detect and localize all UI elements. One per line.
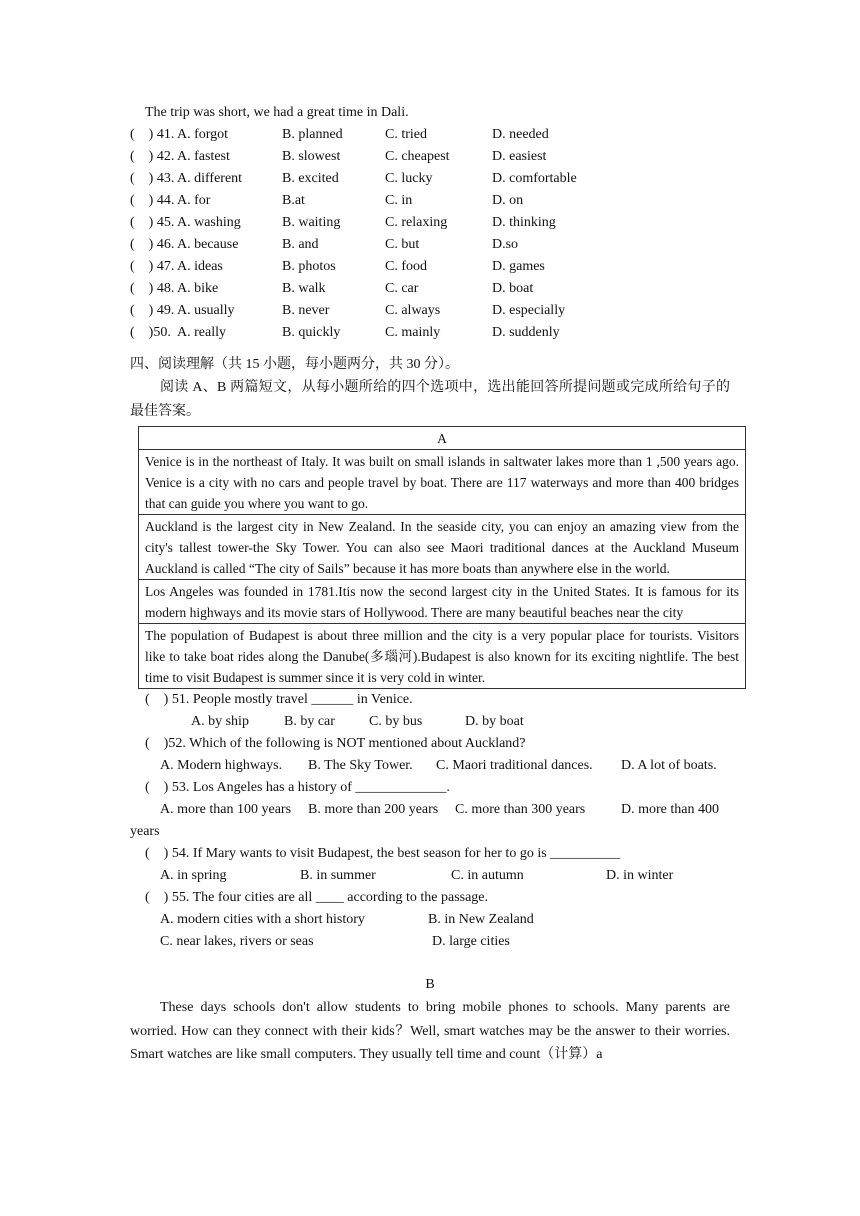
cloze-option-b: B. and (282, 237, 319, 252)
passage-a-label: A (139, 427, 746, 450)
question-51-stem: ( ) 51. People mostly travel ______ in Venice. (145, 692, 413, 707)
cloze-option-b: B. excited (282, 171, 339, 186)
reading-heading: 四、阅读理解（共 15 小题，每小题两分，共 30 分）。 (130, 357, 459, 372)
cloze-option-a: A. for (177, 193, 211, 208)
reading-instructions: 阅读 A、B 两篇短文，从每小题所给的四个选项中，选出能回答所提问题或完成所给句子的最佳答案。 (130, 380, 730, 419)
cloze-question-number: ( ) 45. (130, 215, 175, 230)
cloze-option-b: B. walk (282, 281, 326, 296)
cloze-question-row (130, 300, 730, 322)
cloze-option-d: D. needed (492, 127, 549, 142)
question-52-stem: ( )52. Which of the following is NOT mentioned about Auckland? (145, 736, 526, 751)
cloze-option-a: A. bike (177, 281, 219, 296)
cloze-option-d: D. games (492, 259, 545, 274)
cloze-option-a: A. forgot (177, 127, 229, 142)
question-54-option-d: D. in winter (606, 868, 674, 883)
question-53-option-a: A. more than 100 years (160, 802, 292, 817)
cloze-option-d: D. especially (492, 303, 566, 318)
question-55-options-row2 (130, 931, 730, 953)
question-52-option-a: A. Modern highways. (160, 758, 283, 773)
cloze-question-number: ( ) 49. (130, 303, 175, 318)
cloze-question-number: ( )50. (130, 325, 171, 340)
question-53-stem: ( ) 53. Los Angeles has a history of _____________. (145, 780, 450, 795)
question-51-option-c: C. by bus (369, 714, 423, 729)
cloze-option-c: C. in (385, 193, 413, 208)
question-55-option-b: B. in New Zealand (428, 912, 534, 927)
question-54-option-b: B. in summer (300, 868, 376, 883)
question-52-option-c: C. Maori traditional dances. (436, 758, 593, 773)
question-52-option-b: B. The Sky Tower. (308, 758, 413, 773)
cloze-question-number: ( ) 43. (130, 171, 175, 186)
cloze-option-c: C. mainly (385, 325, 441, 340)
cloze-question-row (130, 168, 730, 190)
cloze-option-d: D.so (492, 237, 519, 252)
cloze-option-c: C. cheapest (385, 149, 450, 164)
cloze-option-d: D. boat (492, 281, 534, 296)
passage-b-label: B (425, 977, 435, 992)
question-53-option-d: D. more than 400 (621, 802, 719, 817)
cloze-option-c: C. tried (385, 127, 427, 142)
cloze-question-number: ( ) 42. (130, 149, 175, 164)
cloze-option-b: B. slowest (282, 149, 341, 164)
cloze-question-row (130, 146, 730, 168)
cloze-option-c: C. food (385, 259, 427, 274)
question-52-options (130, 755, 730, 777)
question-51-option-b: B. by car (284, 714, 335, 729)
cloze-question-row (130, 190, 730, 212)
cloze-option-d: D. comfortable (492, 171, 577, 186)
cloze-option-c: C. always (385, 303, 441, 318)
cloze-option-b: B. quickly (282, 325, 341, 340)
cloze-question-row (130, 212, 730, 234)
question-55-stem: ( ) 55. The four cities are all ____ according to the passage. (145, 890, 489, 905)
cloze-option-c: C. but (385, 237, 420, 252)
cloze-option-c: C. lucky (385, 171, 433, 186)
question-55-option-a: A. modern cities with a short history (160, 912, 365, 927)
cloze-question-row (130, 234, 730, 256)
question-51-option-a: A. by ship (191, 714, 249, 729)
question-55-option-c: C. near lakes, rivers or seas (160, 934, 314, 949)
question-55-option-d: D. large cities (432, 934, 510, 949)
question-53-option-b: B. more than 200 years (308, 802, 439, 817)
cloze-question-number: ( ) 44. (130, 193, 175, 208)
cloze-question-row (130, 256, 730, 278)
passage-a-budapest: The population of Budapest is about three million and the city is a very popular place for tourists. Visitors like to take boat rides along the Danube(多瑙河).Budapest is also known for its exciting nightlife. The best time to visit Budapest is summer since it is very cold in winter. (139, 624, 746, 689)
cloze-option-a: A. because (177, 237, 239, 252)
passage-a-table (138, 426, 746, 689)
cloze-question-number: ( ) 48. (130, 281, 175, 296)
cloze-option-a: A. usually (177, 303, 235, 318)
cloze-question-row (130, 278, 730, 300)
question-51-option-d: D. by boat (465, 714, 524, 729)
passage-a-auckland: Auckland is the largest city in New Zealand. In the seaside city, you can enjoy an amazing view from the city's tallest tower-the Sky Tower. You can also see Maori traditional dances at the Auckland Museum Auckland is called “The city of Sails” because it has more boats than anywhere else in the world. (139, 515, 746, 580)
question-54-option-a: A. in spring (160, 868, 227, 883)
cloze-option-c: C. car (385, 281, 419, 296)
cloze-option-b: B.at (282, 193, 305, 208)
cloze-option-c: C. relaxing (385, 215, 448, 230)
question-51-options (130, 711, 730, 733)
question-54-stem: ( ) 54. If Mary wants to visit Budapest, the best season for her to go is __________ (145, 846, 621, 861)
cloze-option-a: A. washing (177, 215, 241, 230)
cloze-option-a: A. really (177, 325, 226, 340)
cloze-question-number: ( ) 41. (130, 127, 175, 142)
cloze-question-list (130, 124, 730, 344)
exam-page (130, 102, 739, 1067)
passage-a-venice: Venice is in the northeast of Italy. It was built on small islands in saltwater lakes more than 1 ,500 years ago. Venice is a city with no cars and people travel by boat. There are 117 waterways and more than 400 bridges that can guide you where you want to go. (139, 450, 746, 515)
question-54-options (130, 865, 730, 887)
cloze-option-d: D. easiest (492, 149, 547, 164)
cloze-option-a: A. different (177, 171, 243, 186)
cloze-option-b: B. planned (282, 127, 343, 142)
cloze-option-b: B. photos (282, 259, 336, 274)
cloze-intro: The trip was short, we had a great time in Dali. (145, 105, 409, 120)
cloze-option-d: D. thinking (492, 215, 556, 230)
question-54-option-c: C. in autumn (451, 868, 524, 883)
cloze-question-number: ( ) 46. (130, 237, 175, 252)
cloze-option-b: B. waiting (282, 215, 341, 230)
cloze-question-row (130, 322, 730, 344)
cloze-option-a: A. fastest (177, 149, 230, 164)
passage-b-text: These days schools don't allow students to bring mobile phones to schools. Many parents are worried. How can they connect with their kids？Well, smart watches may be the answer to their worries. Smart watches are like small computers. They usually tell time and count（计算）a (130, 1000, 730, 1062)
cloze-option-a: A. ideas (177, 259, 223, 274)
question-53-option-c: C. more than 300 years (455, 802, 586, 817)
cloze-question-number: ( ) 47. (130, 259, 175, 274)
cloze-option-d: D. suddenly (492, 325, 560, 340)
question-53-options (130, 799, 730, 821)
cloze-question-row (130, 124, 730, 146)
cloze-option-b: B. never (282, 303, 330, 318)
cloze-option-d: D. on (492, 193, 524, 208)
question-55-options-row1 (130, 909, 730, 931)
question-53-option-d-continued: years (130, 824, 160, 839)
passage-a-los-angeles: Los Angeles was founded in 1781.Itis now the second largest city in the United States. It is famous for its modern highways and its movie stars of Hollywood. There are many beautiful beaches near the city (139, 580, 746, 624)
question-52-option-d: D. A lot of boats. (621, 758, 717, 773)
